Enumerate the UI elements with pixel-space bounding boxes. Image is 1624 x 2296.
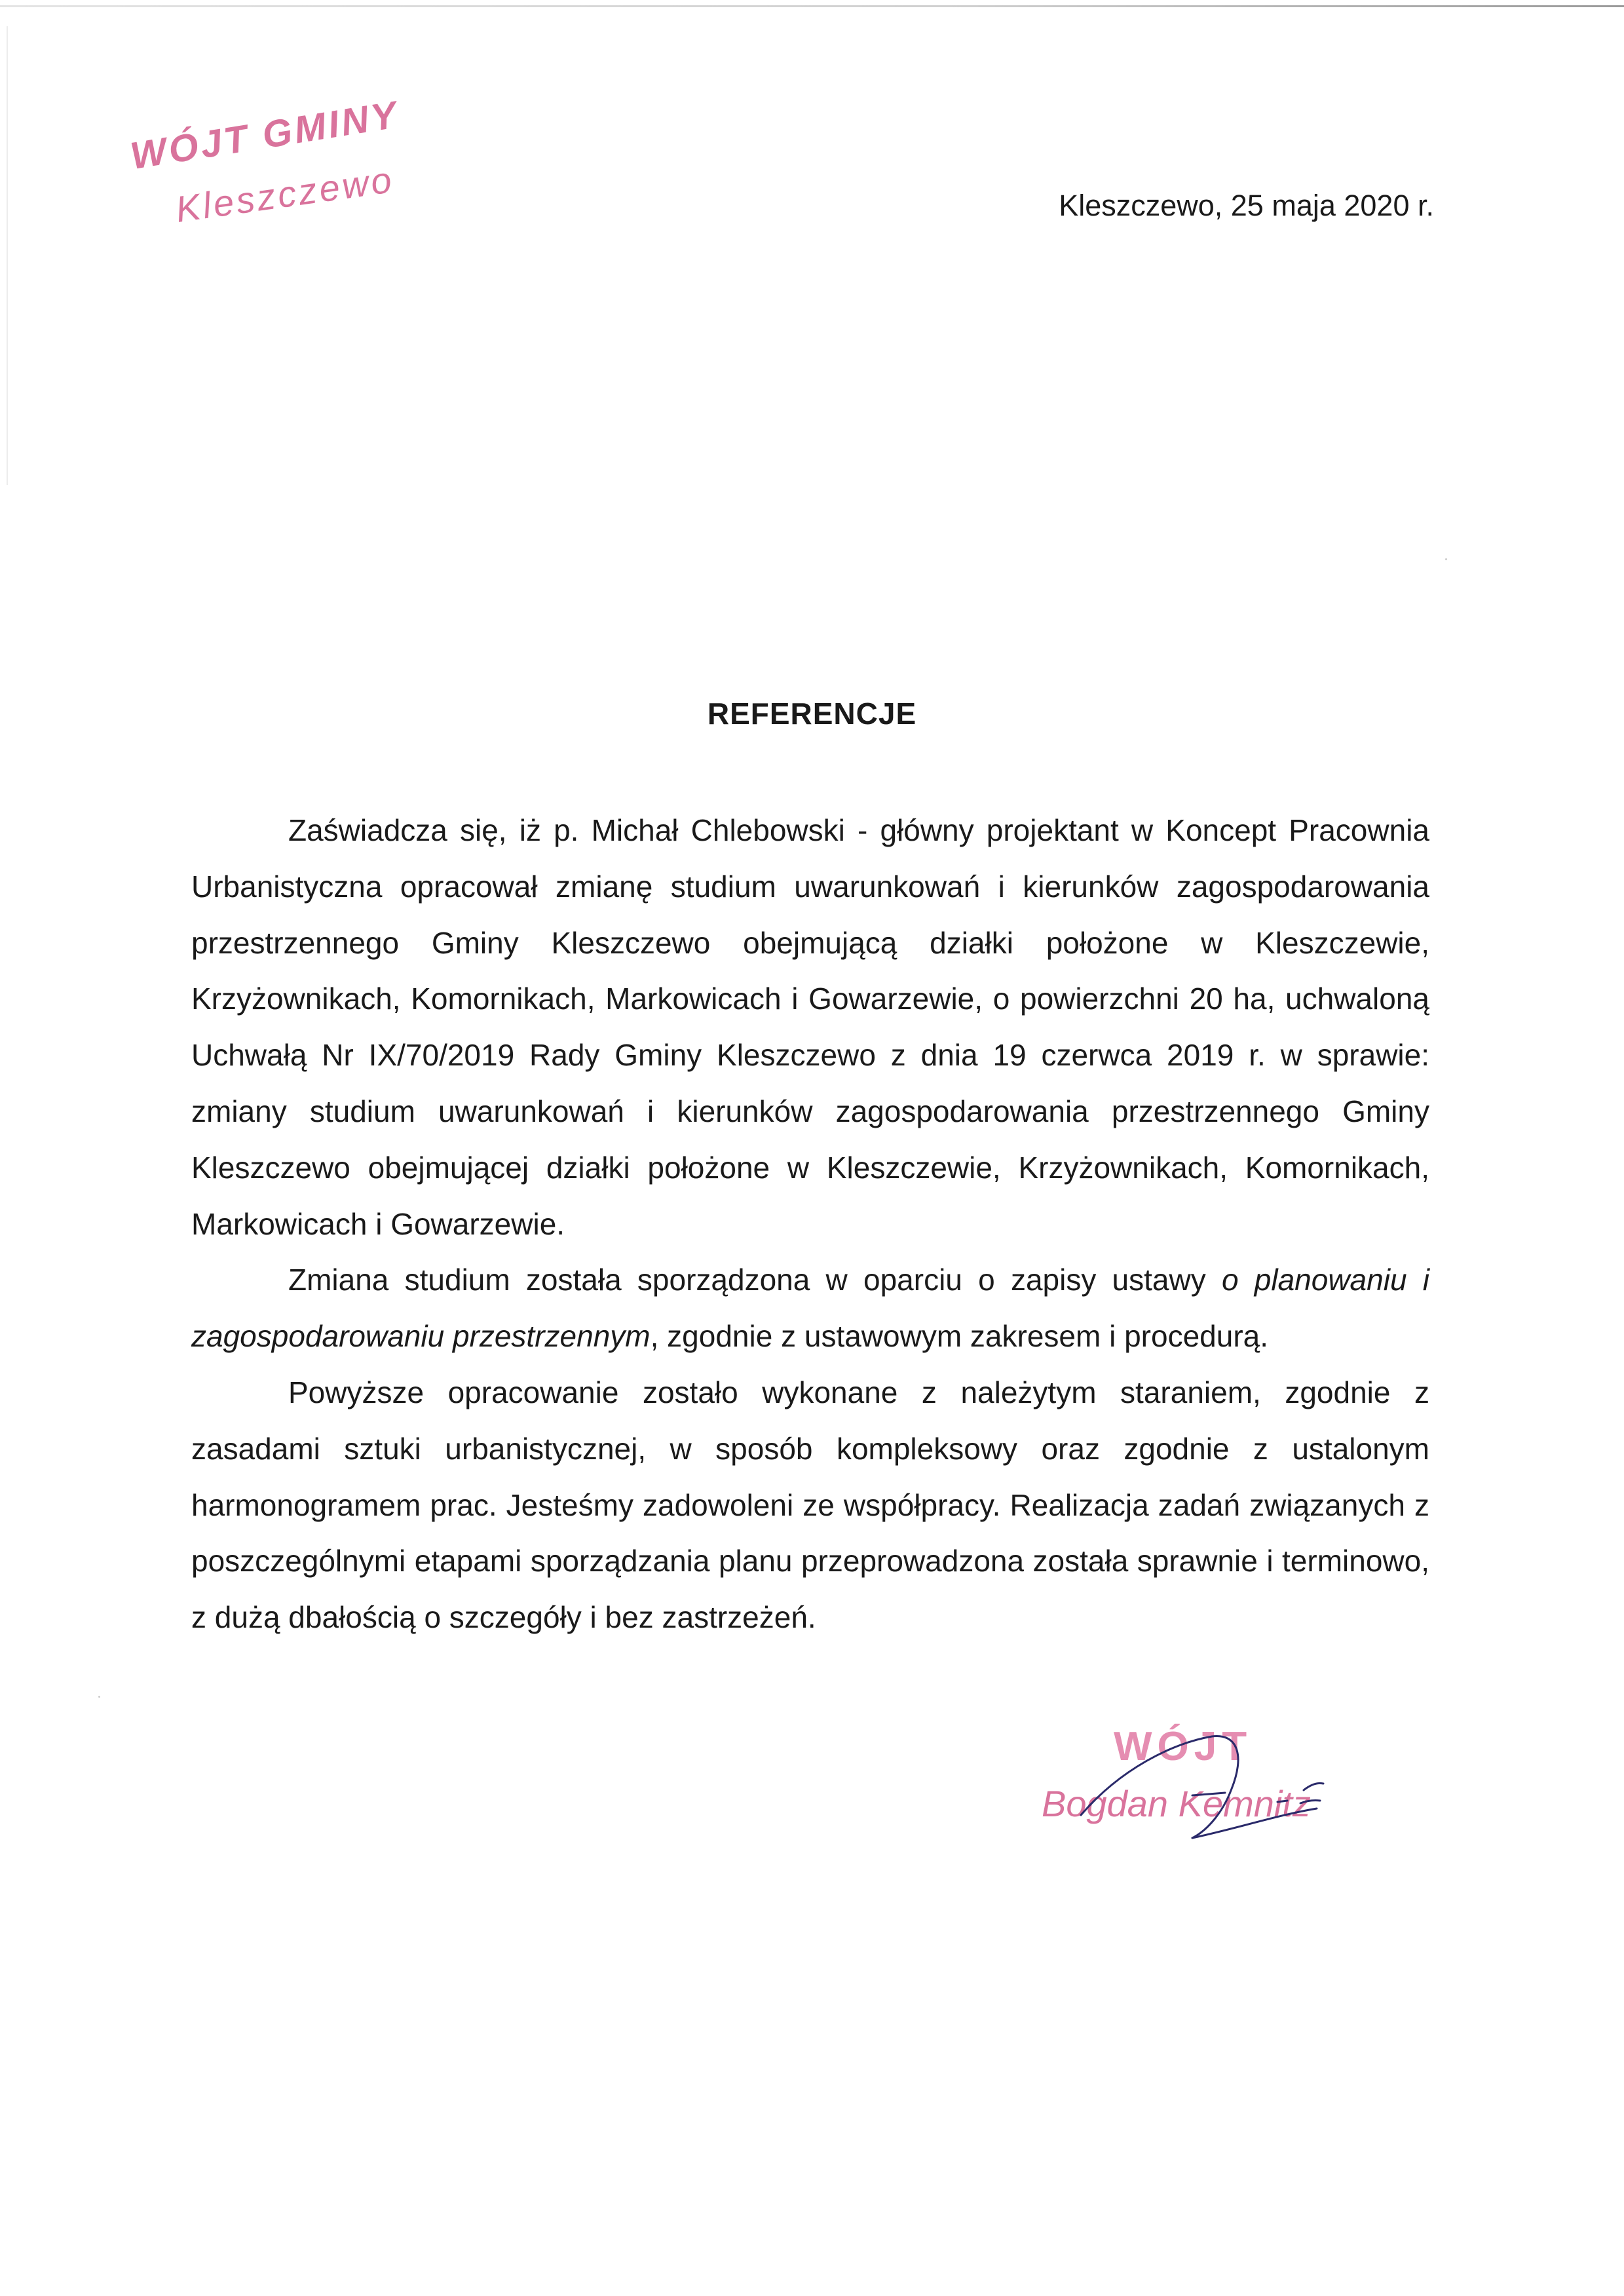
paragraph-2 [191,1252,1429,1365]
signature-stamp-name: Bogdan Kemnitz [1042,1783,1311,1824]
place-date: Kleszczewo, 25 maja 2020 r. [1059,189,1434,222]
signature-block [1042,1717,1382,1848]
paragraph-3: Powyższe opracowanie zostało wykonane z należytym staraniem, zgodnie z zasadami sztuki urbanistycznej, w sposób kompleksowy oraz zgodnie z ustalonym harmonogramem prac. Jesteśmy zadowoleni ze współpracy. Realizacja zadań związanych z poszczególnymi etapami sporządzania planu przeprowadzona została sprawnie i terminowo, z dużą dbałością o szczegóły i bez zastrzeżeń. [191,1375,1429,1635]
letter-body [191,803,1429,1646]
scan-edge-top [0,5,1624,7]
scan-speck [1445,558,1447,560]
signature-stamp-title: WÓJT [1114,1724,1253,1769]
paragraph-1: Zaświadcza się, iż p. Michał Chlebowski - główny projektant w Koncept Pracownia Urbanistyczna opracował zmianę studium uwarunkowań i kierunków zagospodarowania przestrzennego Gminy Kleszczewo obejmującą działki położone w Kleszczewie, Krzyżownikach, Komornikach, Markowicach i Gowarzewie, o powierzchni 20 ha, uchwaloną Uchwałą Nr IX/70/2019 Rady Gminy Kleszczewo z dnia 19 czerwca 2019 r. w sprawie: zmiany studium uwarunkowań i kierunków zagospodarowania przestrzennego Gminy Kleszczewo obejmującej działki położone w Kleszczewie, Krzyżownikach, Komornikach, Markowicach i Gowarzewie. [191,813,1429,1241]
scan-speck [98,1696,100,1698]
document-title: REFERENCJE [707,697,917,731]
paragraph-2-law-title: o planowaniu i zagospodarowaniu przestrzennym [191,1263,1429,1354]
office-stamp [127,93,436,259]
paragraph-2-text-end: , zgodnie z ustawowym zakresem i procedurą. [650,1319,1269,1354]
scan-edge-left [7,26,8,485]
stamp-line-office: WÓJT GMINY [127,93,402,178]
paragraph-2-text-start: Zmiana studium została sporządzona w oparciu o zapisy ustawy [288,1263,1222,1297]
stamp-line-municipality: Kleszczewo [173,158,397,231]
handwritten-signature [1042,1717,1382,1848]
